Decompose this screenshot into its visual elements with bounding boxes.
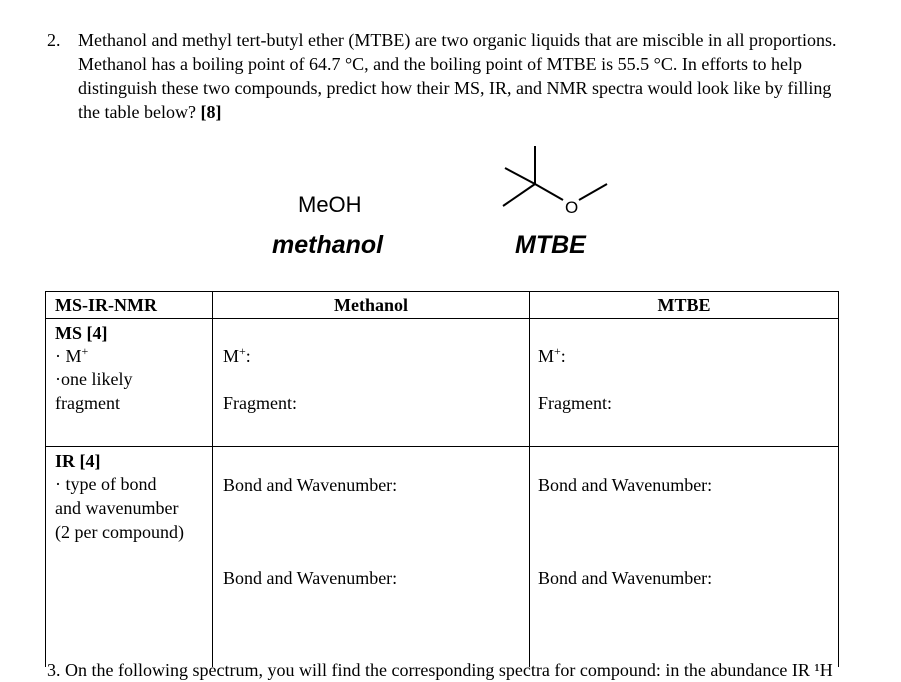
question-text: [78, 28, 848, 124]
table-col-divider-2: [529, 291, 530, 667]
methanol-mplus-field[interactable]: [223, 344, 251, 368]
ms-row-fragment-line1: ·one likely: [55, 369, 133, 389]
table-header-divider: [45, 318, 839, 319]
methanol-mplus-sup: +: [239, 344, 246, 358]
question-body: Methanol and methyl tert-butyl ether (MTBE) are two organic liquids that are miscible in all proportions. Methanol has a boiling point of 64.7 °C, and the boiling point of MTBE is 55.5 °C. In efforts to help distinguish these two compounds, predict how their MS, IR, and NMR spectra would look like by filling the table below?: [78, 30, 837, 122]
methanol-mplus-text: M: [223, 346, 240, 366]
ir-row-line1: · type of bond: [55, 474, 157, 494]
ir-row-title: IR [4]: [55, 451, 101, 471]
ir-row-line2: and wavenumber: [55, 498, 179, 518]
mtbe-mplus-sup: +: [554, 344, 561, 358]
table-border-top: [45, 291, 839, 292]
mtbe-ir-bond1-field[interactable]: Bond and Wavenumber:: [538, 475, 713, 495]
mtbe-fragment-field[interactable]: Fragment:: [538, 393, 612, 413]
methanol-ir-bond2-field[interactable]: Bond and Wavenumber:: [223, 568, 398, 588]
mtbe-mplus-field[interactable]: [538, 344, 566, 368]
table-border-left: [45, 291, 46, 667]
mtbe-skeletal-structure: [495, 142, 615, 222]
question-points: [8]: [200, 102, 222, 122]
mtbe-bond-to-o: [535, 184, 563, 200]
ms-mplus-prefix: · M: [55, 346, 82, 366]
mtbe-name: MTBE: [515, 231, 586, 259]
ir-row-line3: (2 per compound): [55, 522, 184, 542]
header-mtbe: MTBE: [657, 295, 711, 315]
next-question-partial: 3. On the following spectrum, you will find the corresponding spectra for compound: in the abundance IR ¹H: [47, 660, 833, 680]
mtbe-bond-downleft: [503, 184, 535, 206]
ms-row-fragment-line2: fragment: [55, 393, 120, 413]
header-methanol: Methanol: [334, 295, 408, 315]
mtbe-bond-upleft: [505, 168, 535, 184]
ms-mplus-sup: +: [81, 344, 89, 358]
methanol-ir-bond1-field[interactable]: Bond and Wavenumber:: [223, 475, 398, 495]
header-ms-ir-nmr: MS-IR-NMR: [55, 295, 157, 315]
question-number: 2.: [47, 30, 61, 50]
table-row-divider: [45, 446, 839, 447]
methanol-name: methanol: [272, 231, 384, 259]
methanol-fragment-field[interactable]: Fragment:: [223, 393, 297, 413]
ms-row-title: MS [4]: [55, 323, 108, 343]
table-col-divider-1: [212, 291, 213, 667]
mtbe-mplus-colon: :: [560, 346, 566, 366]
methanol-mplus-colon: :: [245, 346, 251, 366]
table-border-right: [838, 291, 839, 667]
methanol-formula: MeOH: [298, 192, 362, 217]
mtbe-mplus-text: M: [538, 346, 555, 366]
mtbe-bond-o-methyl: [579, 184, 607, 200]
ms-row-mplus-label: [55, 344, 88, 368]
mtbe-ir-bond2-field[interactable]: Bond and Wavenumber:: [538, 568, 713, 588]
mtbe-oxygen-label: O: [565, 198, 579, 217]
